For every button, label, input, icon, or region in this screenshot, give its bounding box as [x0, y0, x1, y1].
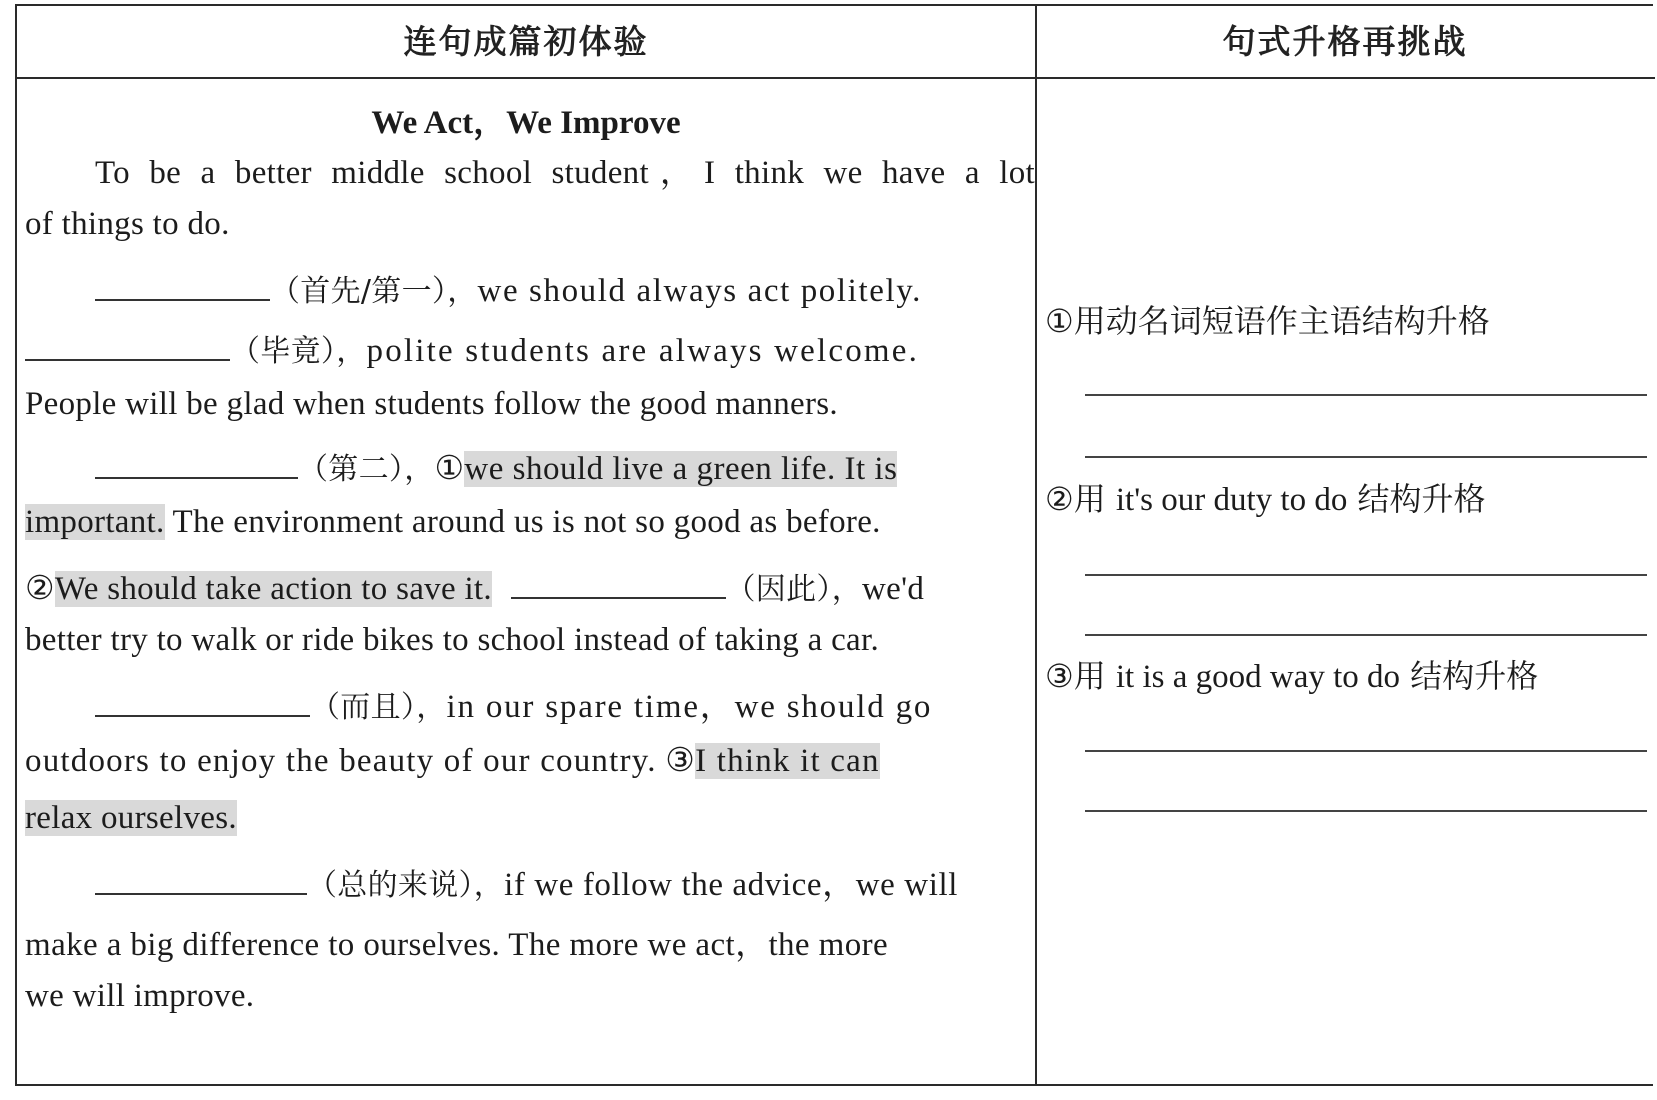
hint-text: （因此），	[725, 572, 862, 607]
hint-text: （总的来说），	[307, 868, 505, 903]
essay-text: if we follow the advice，we will	[504, 867, 958, 903]
answer-line[interactable]	[1085, 394, 1647, 396]
essay-line	[25, 622, 1025, 662]
header-right: 句式升格再挑战	[1222, 22, 1468, 61]
highlight-sentence-3: I think it can	[695, 743, 880, 779]
answer-line[interactable]	[1085, 810, 1647, 812]
column-divider	[1035, 4, 1037, 1086]
essay-text: we'd	[862, 571, 925, 607]
essay-text: The environment around us is not so good as before.	[172, 504, 881, 540]
header-left: 连句成篇初体验	[403, 22, 649, 61]
essay-text: in our spare time，we should go	[446, 689, 933, 725]
essay-text: polite students are always welcome.	[366, 333, 920, 369]
essay-title: We Act，We Improve	[371, 105, 681, 141]
task-text: 结构升格	[1400, 657, 1539, 695]
essay-text: People will be glad when students follow the good manners.	[25, 386, 838, 422]
fill-blank-first[interactable]	[95, 271, 270, 301]
essay-line	[25, 800, 1025, 840]
essay-line	[25, 918, 1025, 963]
task-text: 用动名词短语作主语结构升格	[1073, 302, 1490, 340]
answer-line[interactable]	[1085, 634, 1647, 636]
task-text: 用	[1073, 657, 1116, 695]
essay-line	[25, 858, 1035, 903]
essay-text: make a big difference to ourselves. The more we act，the more	[25, 927, 889, 963]
essay-text: we should always act politely.	[477, 273, 923, 309]
essay-line	[25, 206, 1025, 246]
header-divider	[15, 77, 1655, 79]
marker-3: ③	[665, 743, 696, 779]
hint-text: （第二），	[298, 452, 435, 487]
essay-text: we will improve.	[25, 978, 255, 1014]
task-marker: ②	[1045, 480, 1074, 518]
essay-text: outdoors to enjoy the beauty of our country.	[25, 743, 657, 779]
essay-text: better try to walk or ride bikes to school instead of taking a car.	[25, 622, 880, 658]
task-marker: ③	[1045, 657, 1074, 695]
essay-line	[25, 266, 1035, 309]
task-3	[1045, 651, 1538, 697]
task-text: 用	[1073, 480, 1116, 518]
essay-line	[25, 504, 1025, 544]
task-text: 结构升格	[1347, 480, 1486, 518]
task-1	[1045, 296, 1490, 342]
highlight-sentence-1: we should live a green life. It is	[464, 451, 898, 487]
task-structure: it is a good way to do	[1115, 659, 1401, 695]
essay-line	[25, 680, 1035, 725]
essay-line	[25, 978, 1025, 1018]
fill-blank-besides[interactable]	[95, 687, 310, 717]
highlight-sentence-3: relax ourselves.	[25, 800, 237, 836]
fill-blank-after-all[interactable]	[25, 331, 230, 361]
essay-line	[25, 564, 1025, 607]
essay-line	[25, 444, 1035, 487]
marker-2: ②	[25, 571, 55, 607]
essay-line	[25, 740, 1025, 780]
answer-line[interactable]	[1085, 750, 1647, 752]
essay-line	[25, 386, 1025, 426]
essay-line	[25, 146, 1035, 191]
hint-text: （而且），	[310, 690, 447, 725]
fill-blank-in-all[interactable]	[95, 865, 307, 895]
task-structure: it's our duty to do	[1115, 482, 1348, 518]
highlight-sentence-1: important.	[25, 504, 165, 540]
fill-blank-second[interactable]	[95, 449, 298, 479]
answer-line[interactable]	[1085, 574, 1647, 576]
marker-1: ①	[434, 451, 465, 487]
hint-text: （首先/第一），	[270, 274, 478, 309]
essay-text: of things to do.	[25, 206, 230, 242]
fill-blank-so[interactable]	[511, 569, 726, 599]
essay-line	[25, 326, 1025, 369]
highlight-sentence-2: We should take action to save it.	[54, 571, 492, 607]
answer-line[interactable]	[1085, 456, 1647, 458]
task-marker: ①	[1045, 302, 1074, 340]
task-2	[1045, 474, 1486, 520]
hint-text: （毕竟），	[230, 334, 367, 369]
worksheet	[15, 4, 1655, 1090]
essay-text: To be a better middle school student，I think we have a lot	[95, 155, 1035, 191]
